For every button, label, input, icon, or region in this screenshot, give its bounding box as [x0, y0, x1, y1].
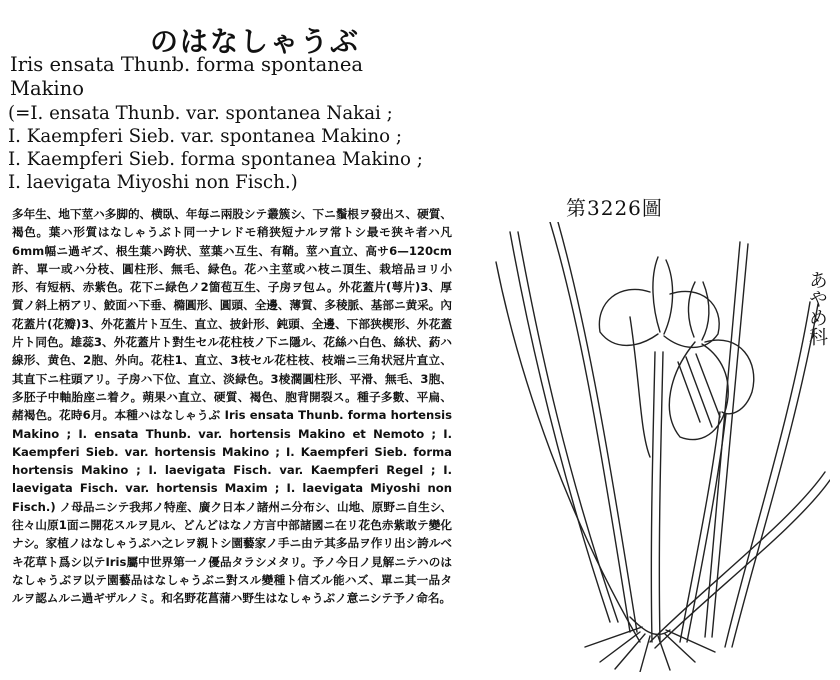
figure-number: 第3226圖	[566, 196, 663, 220]
scientific-name-line-1: Iris ensata Thunb. forma spontanea	[10, 53, 363, 76]
page-title: のはなしゃうぶ	[149, 25, 360, 58]
description-text	[12, 205, 452, 608]
synonym-line: I. laevigata Miyoshi non Fisch.)	[8, 172, 298, 193]
synonym-line: (=I. ensata Thunb. var. spontanea Nakai ;	[8, 103, 393, 124]
synonym-line: I. Kaempferi Sieb. var. spontanea Makino ;	[8, 126, 403, 147]
description-paragraph: 多年生、地下莖ハ多脚的、横臥、年毎ニ兩股シテ叢簇シ、下ニ鬚根ヲ發出ス、硬質、褐色。葉ハ形質はなしゃうぶト同一ナレドモ稍狭短ナルヲ常トシ最モ狭キ者ハ凡6mm幅ニ過ギズ、根生葉ハ跨状、莖葉ハ互生、有鞘。莖ハ直立、高サ6—120cm許、單一或ハ分枝、圓柱形、無毛、緑色。花ハ主莖或ハ枝ニ頂生、栽培品ヨリ小形、有短柄、赤紫色。花下ニ緑色ノ2箇苞互生、子房ヲ包ム。外花蓋片(萼片)3、厚質ノ斜上柄アリ、鮫面ハ下垂、橢圓形、圓頭、全邊、薄質、多稜脈、基部ニ黄采。內花蓋片(花瓣)3、外花蓋片ト互生、直立、披針形、鈍頭、全邊、下部狭楔形、外花蓋片ト同色。雄蕊3、外花蓋片ト對生セル花柱枝ノ下ニ隱ル、花絲ハ白色、絲状、葯ハ線形、黄色、2胞、外向。花柱1、直立、3枝セル花柱枝、枝端ニ三角状冠片直立、其直下ニ柱頭アリ。子房ハ下位、直立、淡緑色。3棱濶圓柱形、平滑、無毛、3胞、多胚子中軸胎座ニ着ク。蒴果ハ直立、硬質、褐色、胞背開裂ス。種子多數、平扁、赭褐色。花時6月。本種ハはなしゃうぶ Iris ensata Thunb. forma hortensis Makino ; I. ensata Thunb. var. hortensis Makino et Nemoto ; I. Kaempferi Sieb. var. hortensis Makino ; I. Kaempferi Sieb. forma hortensis Makino ; I. laevigata Fisch. var. Kaempferi Regel ; I. laevigata Fisch. var. hortensis Maxim ; I. laevigata Miyoshi non Fisch.) ノ母品ニシテ我邦ノ特産、廣ク日本ノ諸州ニ分布シ、山地、原野ニ自生シ、往々山原1面ニ開花スルヲ見ル、どんどはなノ方言中部諸國ニ在リ花色赤紫敢テ變化ナシ。家植ノはなしゃうぶハ之レヲ親トシ園藝家ノ手ニ由テ其多品ヲ作リ出シ誇ルベキ花草ト爲シ以テIris屬中世界第一ノ優品タラシメタリ。予ノ今日ノ見解ニテハのはなしゃうぶヲ以テ園藝品はなしゃうぶニ對スル變種ト信ズル能ハズ、單ニ其一品タルヲ認ムルニ過ギザルノミ。和名野花菖蒲ハ野生はなしゃうぶノ意ニシテ予ノ命名。	[12, 207, 452, 606]
family-label: あやめ科	[806, 270, 828, 346]
iris-illustration	[490, 222, 830, 672]
synonym-line: I. Kaempferi Sieb. forma spontanea Makino ;	[8, 149, 423, 170]
scientific-name-line-2: Makino	[10, 77, 84, 100]
